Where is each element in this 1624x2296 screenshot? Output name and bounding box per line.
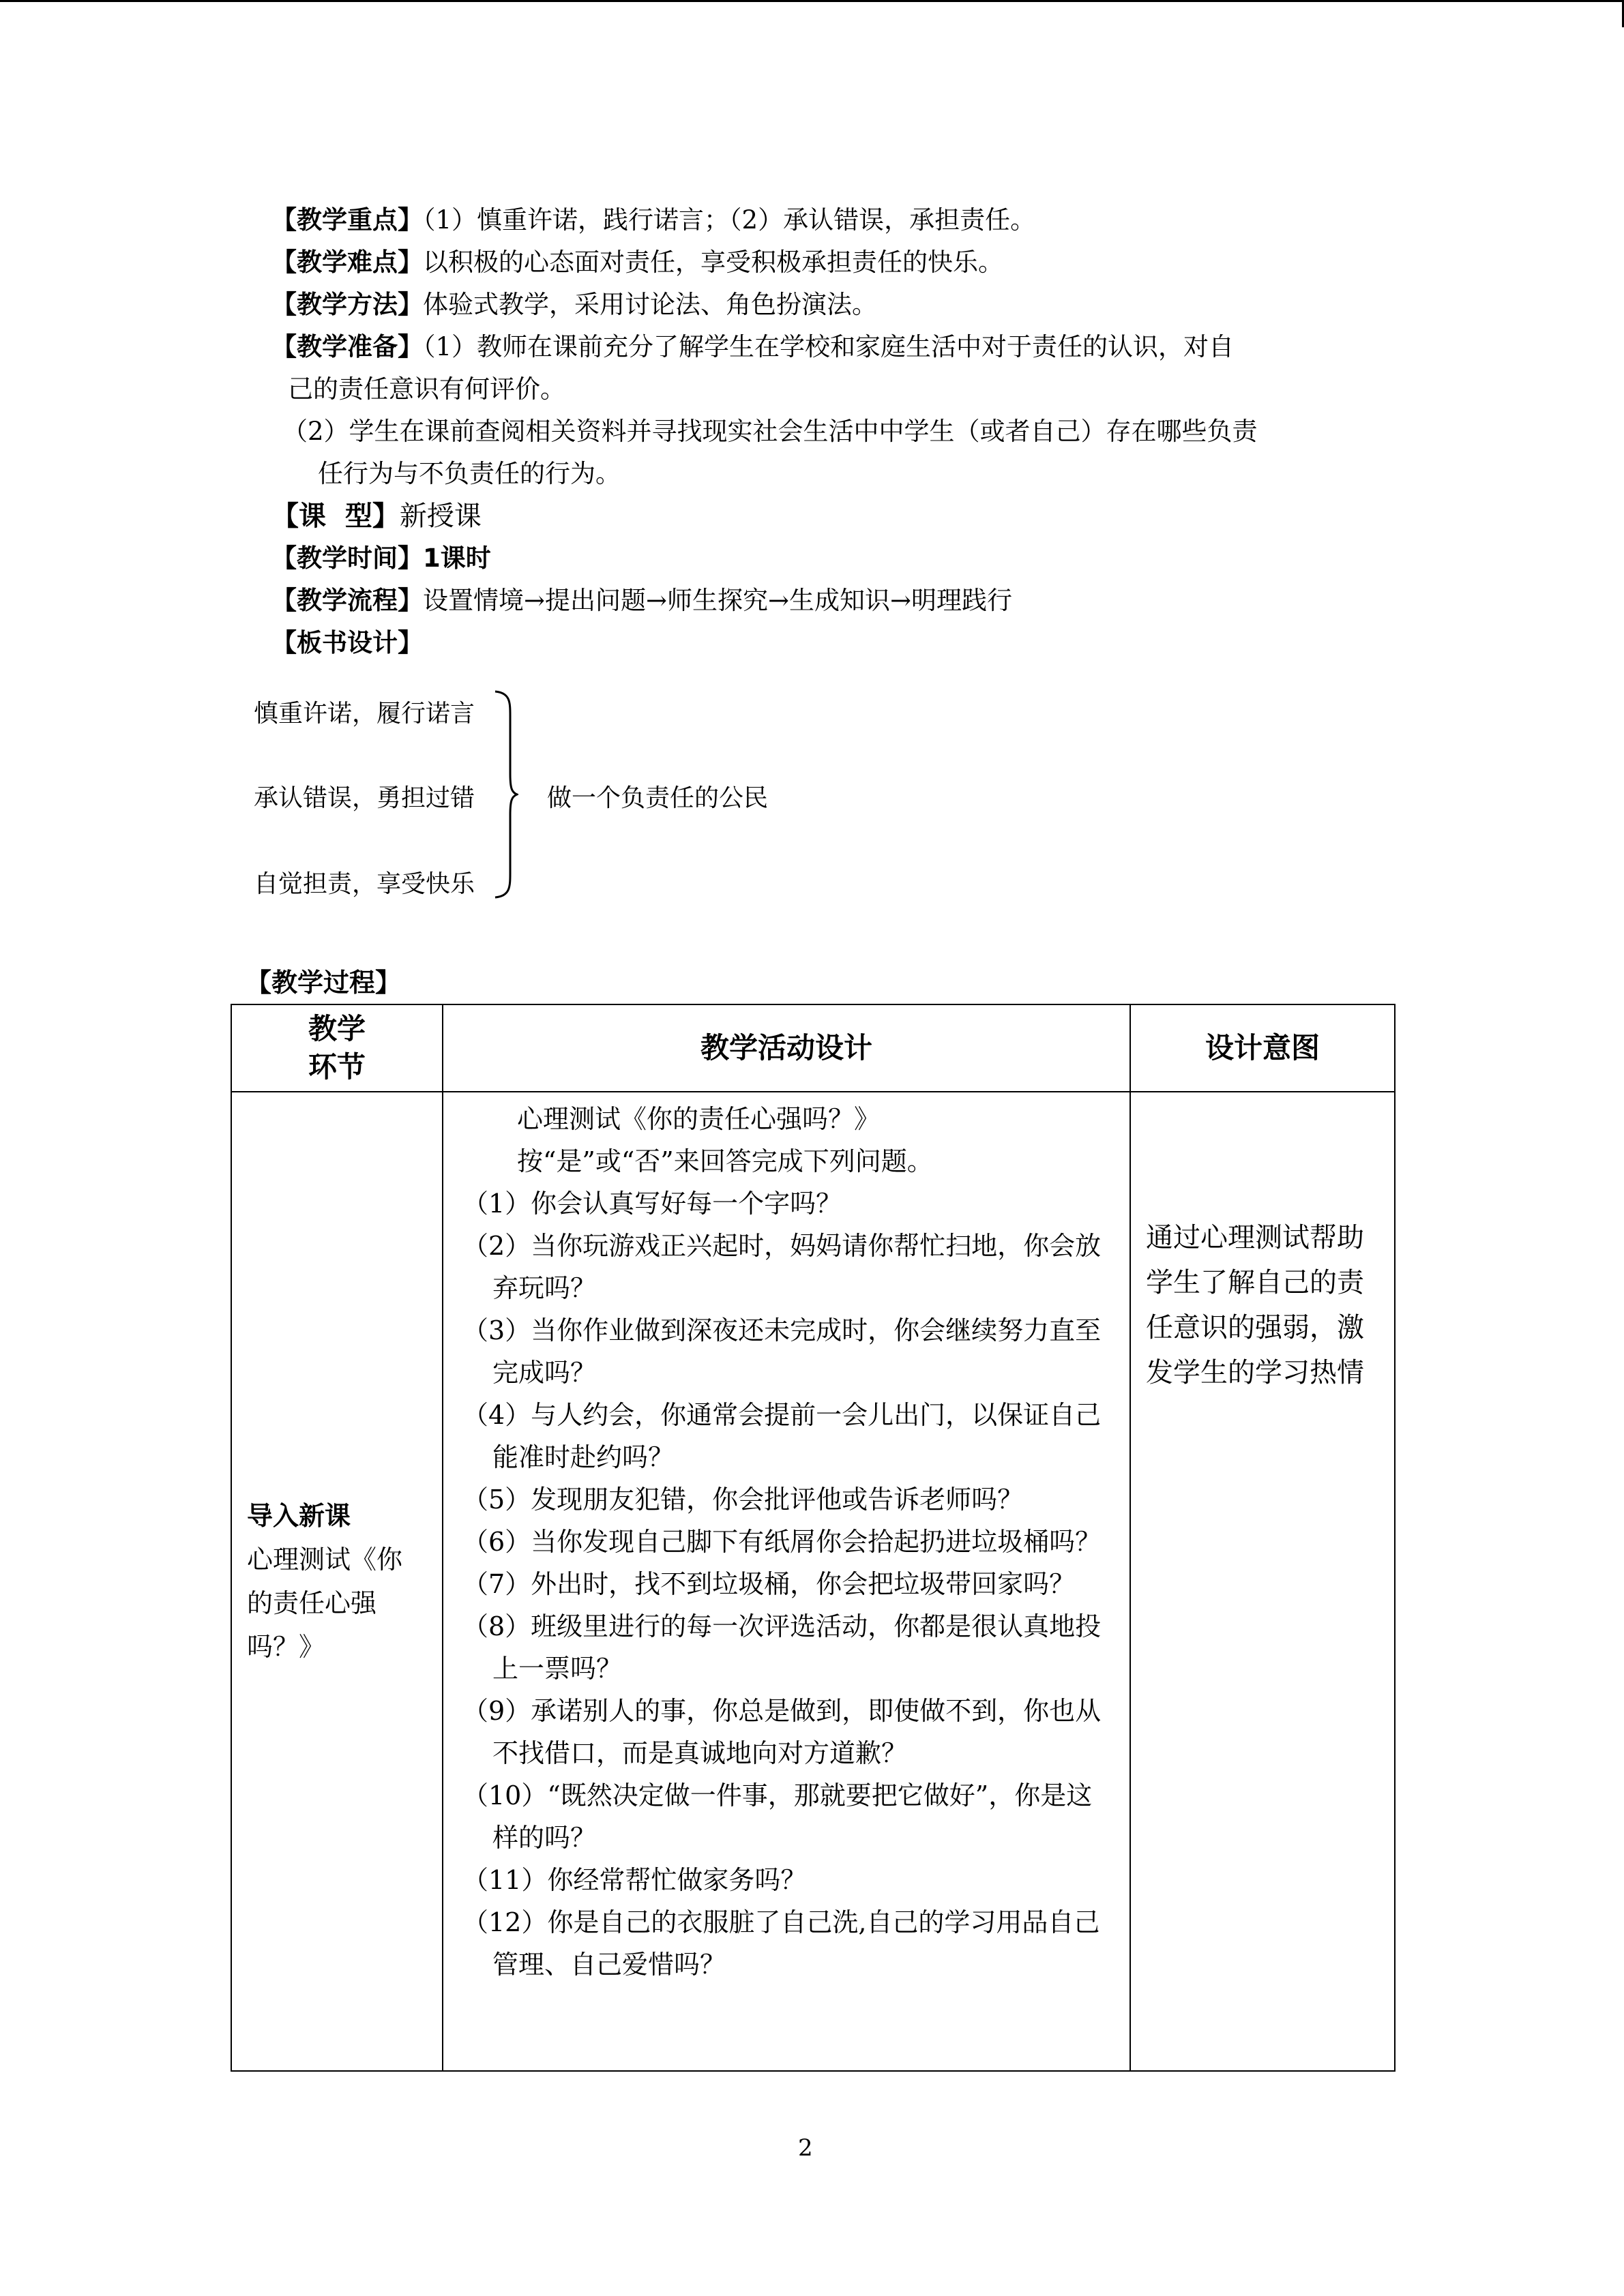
meta-label: 【教学重点】: [271, 205, 423, 235]
meta-label: 【教学时间】: [271, 543, 423, 573]
page-number: 2: [798, 2134, 813, 2162]
board-item: 慎重许诺，履行诺言: [254, 700, 475, 728]
question-item: （6）当你发现自己脚下有纸屑你会拾起扔进垃圾桶吗？: [462, 1527, 1102, 1557]
meta-text: 1课时: [423, 543, 491, 573]
activity-title: 心理测试《你的责任心强吗？》: [517, 1104, 881, 1134]
meta-text: 体验式教学，采用讨论法、角色扮演法。: [423, 290, 877, 319]
meta-label: 【教学难点】: [271, 248, 423, 277]
meta-text: （1）慎重许诺，践行诺言；（2）承认错误，承担责任。: [423, 205, 1036, 235]
meta-line: [271, 622, 1390, 664]
meta-line: [282, 411, 1401, 453]
question-item: （8）班级里进行的每一次评选活动，你都是很认真地投上一票吗？: [462, 1611, 1102, 1684]
meta-text: 设置情境→提出问题→师生探究→生成知识→明理践行: [423, 586, 1013, 615]
board-item: 承认错误，勇担过错: [254, 784, 475, 812]
board-item: 自觉担责，享受快乐: [254, 870, 475, 898]
meta-text: （1）教师在课前充分了解学生在学校和家庭生活中对于责任的认识，对自: [423, 332, 1235, 361]
question-item: （12）你是自己的衣服脏了自己洗,自己的学习用品自己管理、自己爱惜吗？: [462, 1907, 1100, 1980]
meta-text: 以积极的心态面对责任，享受积极承担责任的快乐。: [423, 248, 1003, 277]
question-item: （10）“既然决定做一件事，那就要把它做好”，你是这样的吗？: [462, 1780, 1093, 1853]
meta-text: 己的责任意识有何评价。: [288, 374, 565, 404]
meta-label: 【教学准备】: [271, 332, 423, 361]
meta-line: [271, 580, 1390, 622]
header-intent: 设计意图: [1130, 1004, 1395, 1092]
stage-desc: 心理测试《你的责任心强吗？》: [247, 1545, 403, 1662]
question-item: （9）承诺别人的事，你总是做到，即使做不到，你也从不找借口，而是真诚地向对方道歉？: [462, 1696, 1102, 1768]
question-item: （2）当你玩游戏正兴起时，妈妈请你帮忙扫地，你会放弃玩吗？: [462, 1231, 1102, 1303]
meta-text: 新授课: [399, 501, 482, 532]
meta-line: [271, 326, 1390, 368]
meta-label: 【板书设计】: [271, 628, 423, 657]
question-item: （5）发现朋友犯错，你会批评他或告诉老师吗？: [462, 1485, 1024, 1515]
meta-line: [288, 368, 1406, 411]
intent-cell: 通过心理测试帮助学生了解自己的责任意识的强弱，激发学生的学习热情: [1130, 1092, 1395, 2071]
stage-cell: [231, 1092, 443, 2071]
header-stage: [231, 1004, 443, 1092]
question-item: （7）外出时，找不到垃圾桶，你会把垃圾带回家吗？: [462, 1569, 1076, 1599]
meta-line: [271, 537, 1390, 580]
meta-text: 任行为与不负责任的行为。: [318, 459, 621, 488]
question-item: （1）你会认真写好每一个字吗？: [462, 1189, 842, 1219]
header-activity: 教学活动设计: [443, 1004, 1130, 1092]
meta-line: [318, 453, 1436, 495]
meta-line: [271, 199, 1390, 241]
process-title: 【教学过程】: [246, 968, 402, 998]
table-row: [231, 1092, 1395, 2071]
meta-text: （2）学生在课前查阅相关资料并寻找现实社会生活中中学生（或者自己）存在哪些负责: [282, 417, 1258, 446]
process-table: [231, 1004, 1396, 2072]
curly-brace-icon: [491, 689, 518, 900]
stage-name: 导入新课: [247, 1501, 351, 1531]
question-item: （11）你经常帮忙做家务吗？: [462, 1865, 807, 1895]
meta-line: [271, 284, 1390, 326]
table-header-row: [231, 1004, 1395, 1092]
board-conclusion: 做一个负责任的公民: [547, 784, 769, 812]
meta-label: 【课 型】: [271, 501, 400, 532]
meta-line: [271, 495, 1390, 537]
activity-cell: [443, 1092, 1130, 2071]
question-item: （4）与人约会，你通常会提前一会儿出门，以保证自己能准时赴约吗？: [462, 1400, 1102, 1472]
page-top-border: [0, 0, 1624, 2]
header-stage-text: 教学环节: [308, 1012, 366, 1084]
meta-line: [271, 241, 1390, 284]
meta-label: 【教学方法】: [271, 290, 423, 319]
meta-label: 【教学流程】: [271, 586, 423, 615]
activity-instruction: 按“是”或“否”来回答完成下列问题。: [517, 1146, 933, 1176]
question-item: （3）当你作业做到深夜还未完成时，你会继续努力直至完成吗？: [462, 1315, 1102, 1388]
